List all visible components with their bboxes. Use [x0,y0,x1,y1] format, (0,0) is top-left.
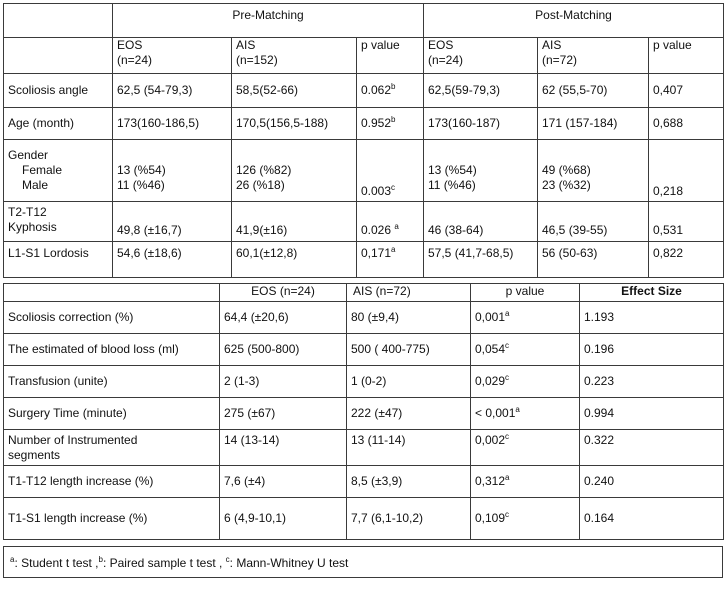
cell: 57,5 (41,7-68,5) [424,242,538,278]
cell: 222 (±47) [347,398,471,430]
surgical-outcomes-table [3,283,724,540]
effect-size-cell: 0.164 [580,498,724,540]
row-label: Transfusion (unite) [4,366,220,398]
p-value-cell: 0,109$^c$ [471,498,580,540]
p-value-cell: 0,822 [649,242,724,278]
p-value-cell: 0,002$^c$ [471,430,580,466]
cell: 62 (55,5-70) [538,74,649,108]
effect-size-cell: 0.223 [580,366,724,398]
cell: 13 (11-14) [347,430,471,466]
row-label: Number of Instrumented segments [4,430,220,466]
col-header-pre-p: p value [357,38,424,74]
p-value-cell: 0,688 [649,108,724,140]
col-header-pre-ais: AIS (n=152) [232,38,357,74]
p-value-cell: 0,407 [649,74,724,108]
effect-size-cell: 0.196 [580,334,724,366]
matching-comparison-table [3,3,724,278]
row-label: Surgery Time (minute) [4,398,220,430]
col-header-post-p: p value [649,38,724,74]
p-value-cell: 0,531 [649,202,724,242]
row-label: L1-S1 Lordosis [4,242,113,278]
table-row [4,334,724,366]
cell: 170,5(156,5-188) [232,108,357,140]
cell: 171 (157-184) [538,108,649,140]
cell: 500 ( 400-775) [347,334,471,366]
cell: 60,1(±12,8) [232,242,357,278]
empty-corner-cell [4,4,113,38]
cell: 625 (500-800) [220,334,347,366]
column-header-row [4,38,724,74]
table-row [4,108,724,140]
cell: 8,5 (±3,9) [347,466,471,498]
cell: 13 (%54) 11 (%46) [424,140,538,202]
cell: 49 (%68) 23 (%32) [538,140,649,202]
row-label: T1-S1 length increase (%) [4,498,220,540]
col-header-pre-eos: EOS (n=24) [113,38,232,74]
cell: 173(160-187) [424,108,538,140]
col-header-post-eos: EOS (n=24) [424,38,538,74]
cell: 80 (±9,4) [347,302,471,334]
p-value-cell: 0,171$^a$ [357,242,424,278]
cell: 7,7 (6,1-10,2) [347,498,471,540]
p-value-cell: 0.062$^b$ [357,74,424,108]
cell: 14 (13-14) [220,430,347,466]
table-row [4,202,724,242]
p-value-cell: < 0,001$^a$ [471,398,580,430]
table-row [4,466,724,498]
p-value-cell: 0.003$^c$ [357,140,424,202]
table-row [4,302,724,334]
col-header-post-ais: AIS (n=72) [538,38,649,74]
col-header-eos: EOS (n=24) [220,284,347,302]
p-value-cell: 0.026 $^a$ [357,202,424,242]
column-header-row [4,284,724,302]
row-label: T2-T12 Kyphosis [4,202,113,242]
cell: 41,9(±16) [232,202,357,242]
row-label: T1-T12 length increase (%) [4,466,220,498]
cell: 13 (%54) 11 (%46) [113,140,232,202]
cell: 62,5 (54-79,3) [113,74,232,108]
table-row [4,74,724,108]
row-label: Scoliosis angle [4,74,113,108]
group-header-row [4,4,724,38]
effect-size-cell: 0.322 [580,430,724,466]
col-header-effect-size: Effect Size [580,284,724,302]
cell: 49,8 (±16,7) [113,202,232,242]
cell: 46,5 (39-55) [538,202,649,242]
cell: 64,4 (±20,6) [220,302,347,334]
table-footnote: $^a$: Student t test ,$^b$: Paired sample t test , $^c$: Mann-Whitney U test [3,546,723,578]
p-value-cell: 0,001$^a$ [471,302,580,334]
cell: 2 (1-3) [220,366,347,398]
row-label: Scoliosis correction (%) [4,302,220,334]
cell: 62,5(59-79,3) [424,74,538,108]
col-header-p: p value [471,284,580,302]
table-row [4,498,724,540]
p-value-cell: 0.952$^b$ [357,108,424,140]
p-value-cell: 0,029$^c$ [471,366,580,398]
cell: 58,5(52-66) [232,74,357,108]
cell: 173(160-186,5) [113,108,232,140]
p-value-cell: 0,218 [649,140,724,202]
cell: 6 (4,9-10,1) [220,498,347,540]
table-row [4,430,724,466]
cell: 56 (50-63) [538,242,649,278]
empty-corner-cell [4,284,220,302]
cell: 275 (±67) [220,398,347,430]
cell: 46 (38-64) [424,202,538,242]
effect-size-cell: 0.994 [580,398,724,430]
pre-matching-header: Pre-Matching [113,4,424,38]
p-value-cell: 0,054$^c$ [471,334,580,366]
cell: 7,6 (±4) [220,466,347,498]
col-header-ais: AIS (n=72) [347,284,471,302]
row-label: Age (month) [4,108,113,140]
cell: 54,6 (±18,6) [113,242,232,278]
cell: 126 (%82) 26 (%18) [232,140,357,202]
effect-size-cell: 0.240 [580,466,724,498]
cell: 1 (0-2) [347,366,471,398]
row-label: The estimated of blood loss (ml) [4,334,220,366]
effect-size-cell: 1.193 [580,302,724,334]
post-matching-header: Post-Matching [424,4,724,38]
table-row [4,242,724,278]
row-label: Gender Female Male [4,140,113,202]
table-row [4,398,724,430]
p-value-cell: 0,312$^a$ [471,466,580,498]
table-row-gender [4,140,724,202]
empty-label-cell [4,38,113,74]
table-row [4,366,724,398]
